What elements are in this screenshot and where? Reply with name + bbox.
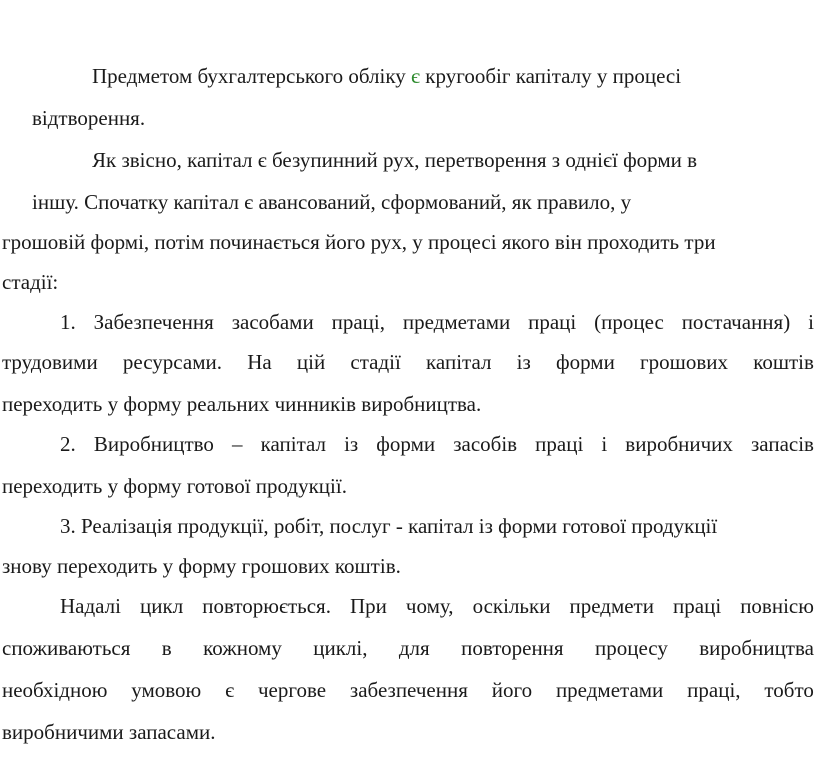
p4-line1 — [60, 434, 814, 455]
p1-line2: відтворення. — [32, 106, 146, 130]
word: коштів — [753, 350, 814, 374]
p3-line1 — [60, 312, 814, 333]
p2-line4: стадії: — [2, 270, 59, 294]
word: чергове — [257, 678, 327, 702]
word: засобами — [231, 310, 314, 334]
word: засобів — [453, 432, 518, 456]
word: предметами — [402, 310, 511, 334]
word: в — [161, 636, 172, 660]
p1-text-a: Предметом бухгалтерського обліку — [92, 64, 412, 88]
word: ресурсами. — [122, 350, 222, 374]
p6-line3 — [2, 680, 814, 701]
p3-line2 — [2, 352, 814, 373]
word: кожному — [203, 636, 282, 660]
word: оскільки — [472, 594, 551, 618]
word: стадії — [350, 350, 401, 374]
word: і — [808, 310, 814, 334]
word: тобто — [764, 678, 814, 702]
word: 2. — [60, 432, 76, 456]
word: праці, — [687, 678, 741, 702]
word: виробництва — [699, 636, 814, 660]
word: повторюється. — [202, 594, 331, 618]
word: Забезпечення — [93, 310, 214, 334]
p2-line1: Як звісно, капітал є безупинний рух, перетворення з однієї форми в — [92, 148, 698, 172]
word: циклі, — [313, 636, 368, 660]
word: чому, — [405, 594, 454, 618]
word: цикл — [140, 594, 184, 618]
word: постачання) — [681, 310, 791, 334]
word: капітал — [426, 350, 492, 374]
word: виробничих — [625, 432, 733, 456]
p2-line3: грошовій формі, потім починається його рух, у процесі якого він проходить три — [2, 230, 716, 254]
word: грошових — [640, 350, 728, 374]
p6-line2 — [2, 638, 814, 659]
word: необхідною — [2, 678, 108, 702]
p1-text-b: кругообіг капіталу у процесі — [420, 64, 682, 88]
word: предметами — [555, 678, 664, 702]
word: предмети — [569, 594, 654, 618]
word: повнісю — [740, 594, 814, 618]
word: із — [344, 432, 359, 456]
p5-line1: 3. Реалізація продукції, робіт, послуг - капітал із форми готової продукції — [60, 514, 718, 538]
highlighted-word: є — [411, 64, 421, 88]
p3-line3: переходить у форму реальних чинників виробництва. — [2, 392, 482, 416]
word: споживаються — [2, 636, 131, 660]
word: повторення — [461, 636, 564, 660]
word: праці — [673, 594, 722, 618]
word: форми — [556, 350, 615, 374]
word: із — [516, 350, 531, 374]
word: На — [247, 350, 272, 374]
p2-line2: іншу. Спочатку капітал є авансований, сформований, як правило, у — [32, 190, 632, 214]
p6-line4: виробничими запасами. — [2, 720, 216, 744]
word: праці — [535, 432, 584, 456]
p6-line1 — [60, 596, 814, 617]
word: і — [601, 432, 608, 456]
word: капітал — [260, 432, 326, 456]
word: процесу — [594, 636, 668, 660]
word: є — [225, 678, 235, 702]
p5-line2: знову переходить у форму грошових коштів. — [2, 554, 401, 578]
word: запасів — [751, 432, 814, 456]
word: Виробництво — [93, 432, 214, 456]
word: (процес — [594, 310, 664, 334]
word: При — [349, 594, 387, 618]
word: його — [491, 678, 533, 702]
word: 1. — [60, 310, 76, 334]
word: для — [398, 636, 430, 660]
word: форми — [376, 432, 436, 456]
word: забезпечення — [349, 678, 468, 702]
word: умовою — [131, 678, 202, 702]
word: Надалі — [60, 594, 121, 618]
word: – — [232, 432, 243, 456]
word: трудовими — [2, 350, 98, 374]
p4-line2: переходить у форму готової продукції. — [2, 474, 347, 498]
word: праці, — [331, 310, 385, 334]
word: цій — [296, 350, 326, 374]
p1-line1 — [92, 66, 681, 87]
word: праці — [528, 310, 577, 334]
